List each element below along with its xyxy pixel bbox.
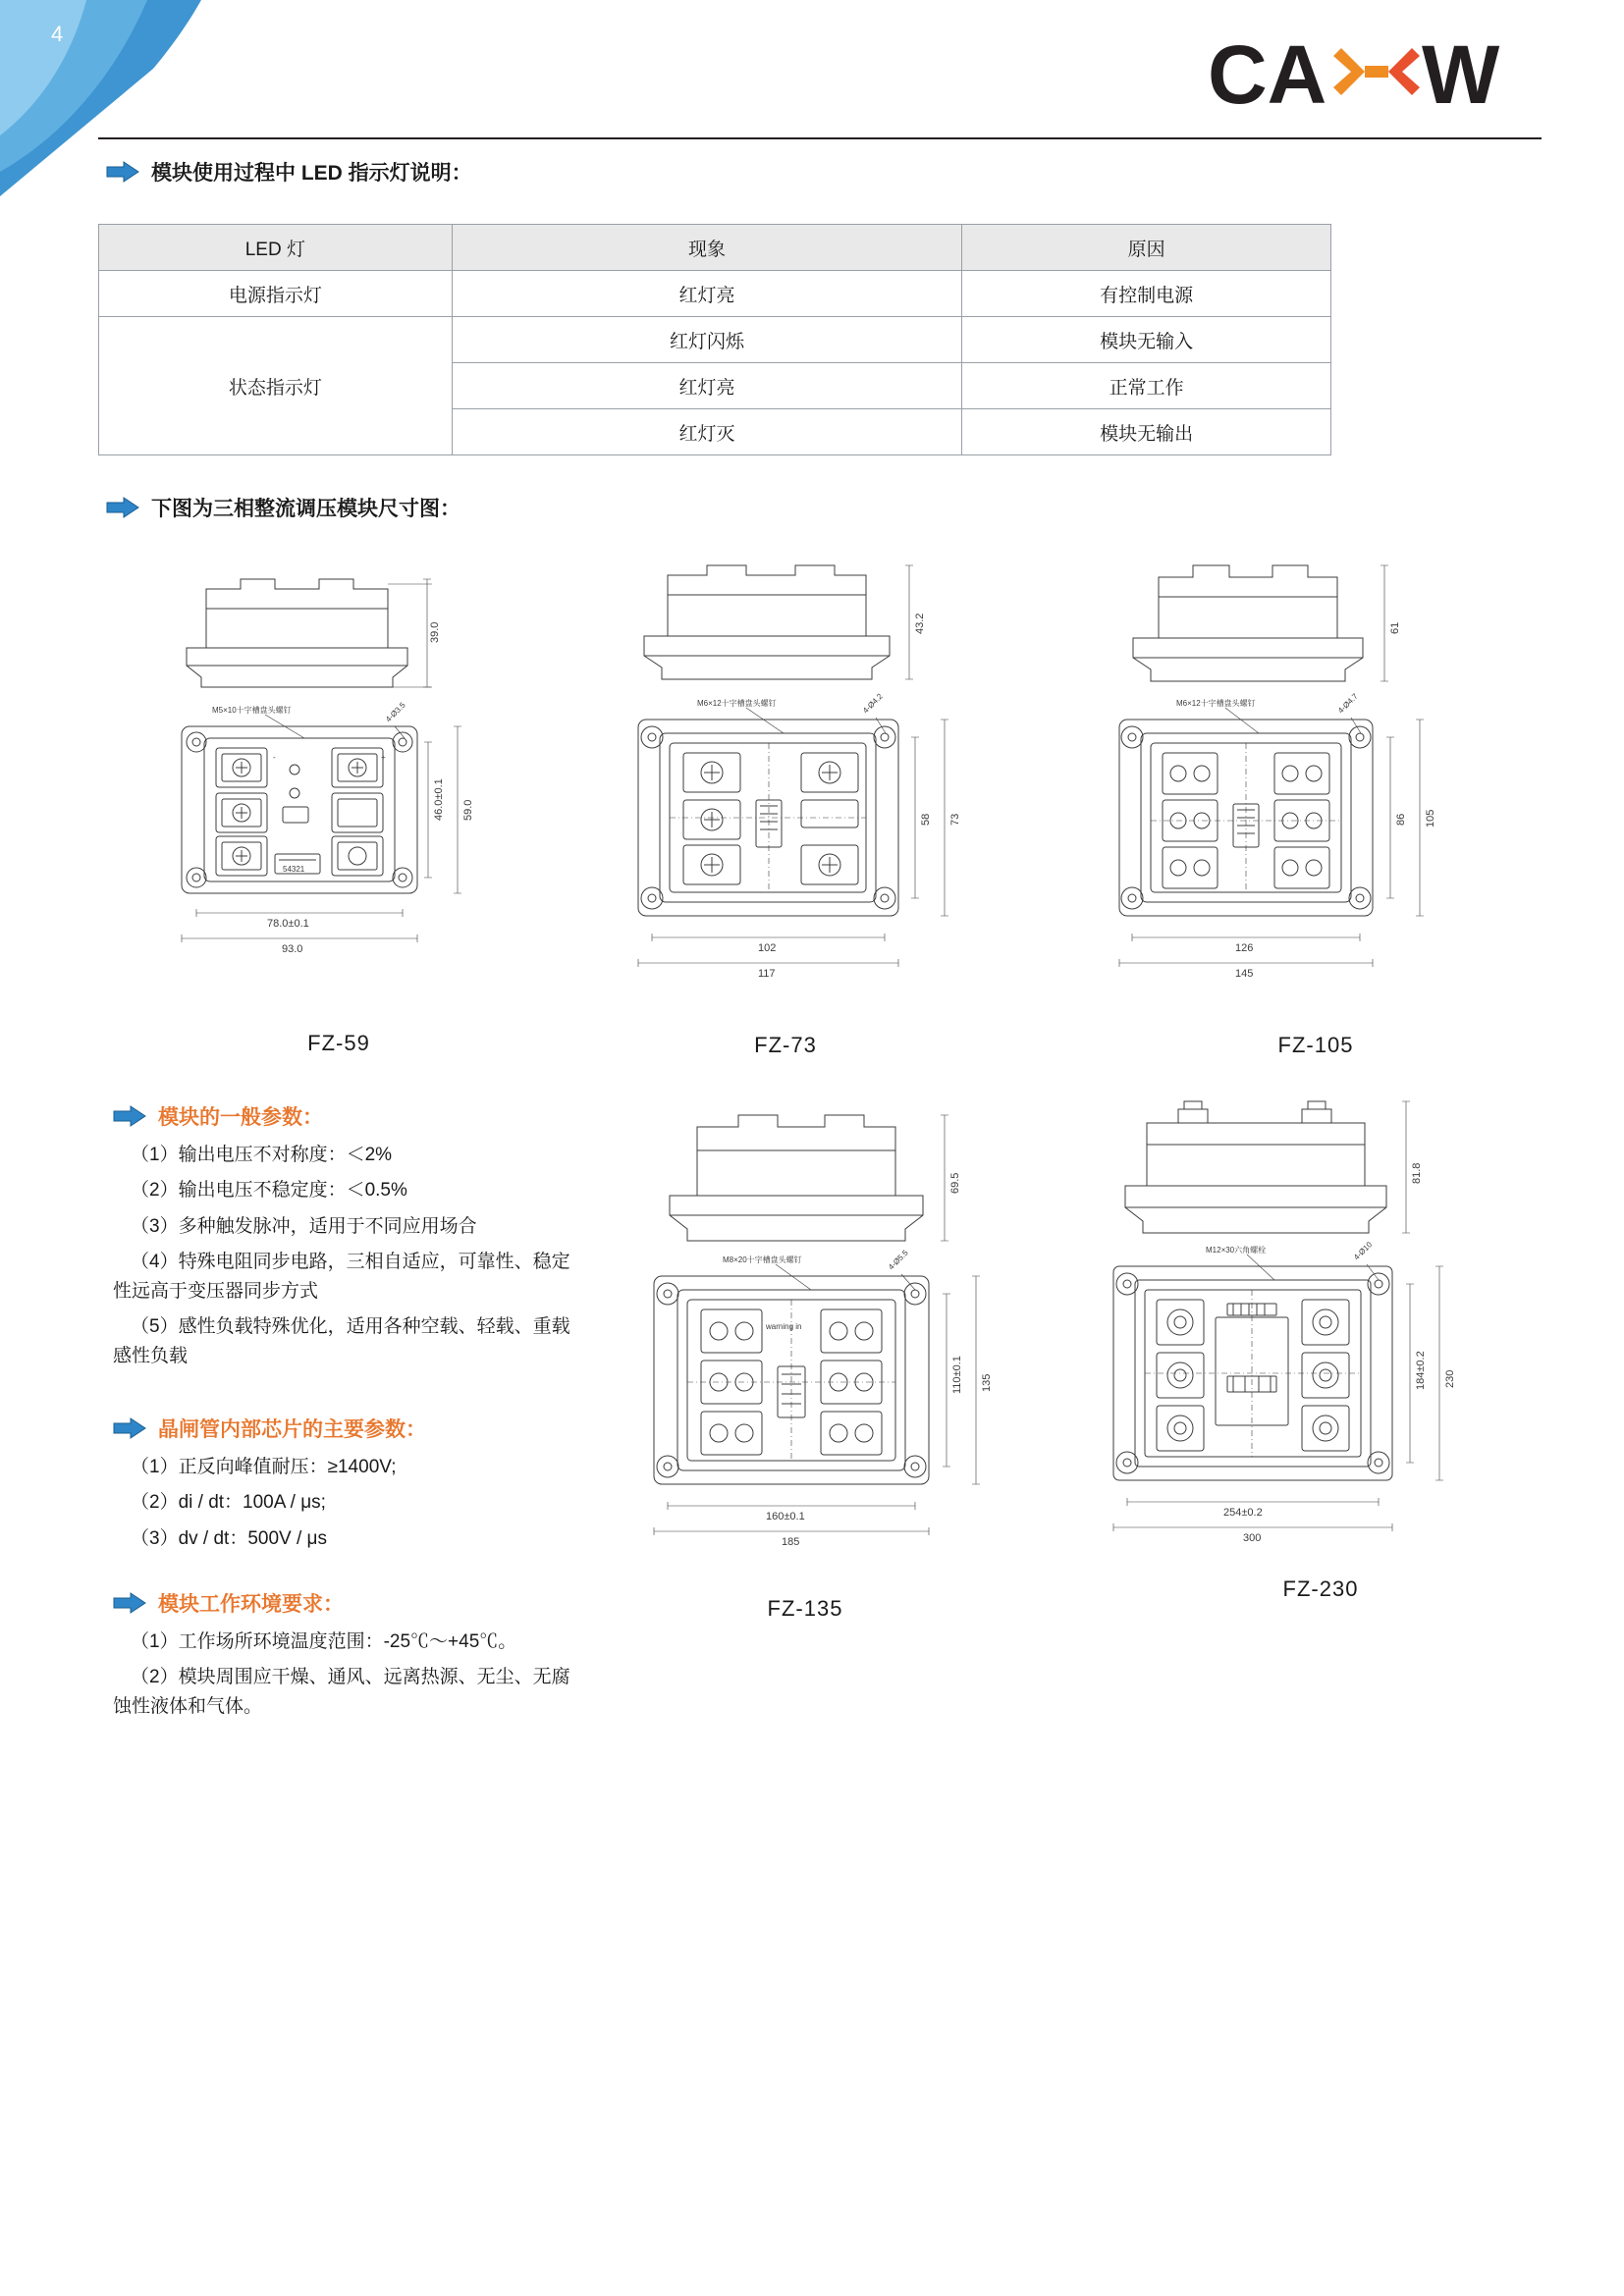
chip-param-1: （1）正反向峰值耐压：≥1400V; [131, 1457, 397, 1477]
svg-text:+: + [381, 753, 386, 762]
page-number: 4 [51, 22, 64, 46]
general-param-2: （2）输出电压不稳定度：＜0.5% [131, 1180, 407, 1201]
svg-text:M5×10十字槽盘头螺钉: M5×10十字槽盘头螺钉 [212, 706, 292, 715]
svg-text:-: - [273, 753, 276, 762]
chip-params-block [113, 1414, 584, 1560]
svg-text:54321: 54321 [283, 865, 305, 874]
svg-text:81.8: 81.8 [1411, 1162, 1423, 1184]
led-section-heading [106, 157, 472, 187]
svg-text:160±0.1: 160±0.1 [766, 1511, 805, 1522]
arrow-right-icon [113, 1417, 146, 1439]
svg-text:46.0±0.1: 46.0±0.1 [433, 778, 445, 821]
company-logo [1208, 32, 1542, 121]
svg-text:warning in: warning in [766, 1322, 802, 1331]
env-params-block [113, 1588, 584, 1728]
arrow-right-icon [113, 1105, 146, 1127]
svg-text:300: 300 [1243, 1532, 1262, 1544]
chip-params-title: 晶闸管内部芯片的主要参数： [158, 1418, 426, 1441]
svg-text:4-Ø10: 4-Ø10 [1352, 1240, 1375, 1262]
col-header-led: LED 灯 [99, 225, 453, 271]
general-params-title: 模块的一般参数： [158, 1106, 323, 1129]
svg-text:78.0±0.1: 78.0±0.1 [267, 918, 309, 930]
arrow-right-icon [113, 1592, 146, 1614]
svg-text:185: 185 [782, 1536, 800, 1548]
drawing-caption-fz59: FZ-59 [307, 1031, 370, 1055]
svg-text:M12×30六角螺栓: M12×30六角螺栓 [1206, 1246, 1267, 1255]
svg-text:M8×20十字槽盘头螺钉: M8×20十字槽盘头螺钉 [723, 1255, 802, 1264]
svg-text:135: 135 [981, 1373, 993, 1392]
drawing-fz-230 [1090, 1080, 1502, 1602]
svg-text:CA: CA [1208, 32, 1327, 121]
led-table [98, 224, 1331, 455]
general-param-1: （1）输出电压不对称度：＜2% [131, 1145, 393, 1165]
cell-led: 状态指示灯 [99, 317, 453, 455]
svg-text:39.0: 39.0 [429, 621, 441, 643]
svg-text:126: 126 [1235, 942, 1254, 954]
svg-text:4-Ø5.5: 4-Ø5.5 [887, 1248, 910, 1272]
cell-phenomenon: 红灯亮 [452, 363, 962, 409]
table-row [99, 271, 1331, 317]
corner-decoration [0, 0, 236, 231]
drawing-fz-105 [1090, 538, 1483, 1058]
arrow-right-icon [106, 161, 139, 183]
cell-phenomenon: 红灯闪烁 [452, 317, 962, 363]
env-params-title: 模块工作环境要求： [158, 1593, 344, 1616]
drawing-fz-135 [628, 1090, 1041, 1622]
svg-text:105: 105 [1425, 809, 1436, 828]
led-section-title: 模块使用过程中 LED 指示灯说明： [151, 162, 472, 185]
cell-phenomenon: 红灯亮 [452, 271, 962, 317]
env-param-2: （2）模块周围应干燥、通风、远离热源、无尘、无腐蚀性液体和气体。 [113, 1667, 570, 1717]
svg-text:110±0.1: 110±0.1 [951, 1356, 963, 1394]
arrow-right-icon [106, 497, 139, 518]
svg-text:W: W [1422, 32, 1500, 121]
dimension-section-heading [106, 493, 460, 522]
drawing-fz-73 [609, 538, 1021, 1058]
drawing-caption-fz230: FZ-230 [1282, 1576, 1359, 1601]
general-param-5: （5）感性负载特殊优化，适用各种空载、轻载、重载感性负载 [113, 1316, 570, 1366]
cell-phenomenon: 红灯灭 [452, 409, 962, 455]
col-header-reason: 原因 [962, 225, 1331, 271]
svg-text:M6×12十字槽盘头螺钉: M6×12十字槽盘头螺钉 [697, 699, 777, 708]
svg-text:73: 73 [949, 813, 961, 826]
cell-reason: 正常工作 [962, 363, 1331, 409]
cell-reason: 模块无输出 [962, 409, 1331, 455]
svg-text:69.5: 69.5 [949, 1172, 961, 1194]
svg-text:117: 117 [758, 968, 776, 980]
table-row [99, 317, 1331, 363]
cell-reason: 模块无输入 [962, 317, 1331, 363]
svg-text:4-Ø4.7: 4-Ø4.7 [1336, 691, 1360, 716]
svg-text:58: 58 [920, 813, 932, 826]
svg-text:93.0: 93.0 [282, 943, 303, 955]
svg-text:43.2: 43.2 [914, 613, 926, 634]
svg-text:184±0.2: 184±0.2 [1415, 1351, 1427, 1390]
env-param-1: （1）工作场所环境温度范围：-25℃～+45℃。 [131, 1631, 517, 1652]
cell-led: 电源指示灯 [99, 271, 453, 317]
svg-text:4-Ø3.5: 4-Ø3.5 [384, 700, 407, 724]
col-header-phenomenon: 现象 [452, 225, 962, 271]
cell-reason: 有控制电源 [962, 271, 1331, 317]
svg-text:102: 102 [758, 942, 777, 954]
header-rule [98, 137, 1542, 139]
svg-text:86: 86 [1395, 813, 1407, 826]
drawing-fz-59 [147, 550, 569, 1056]
svg-text:145: 145 [1235, 968, 1254, 980]
drawing-caption-fz135: FZ-135 [767, 1596, 843, 1621]
chip-param-2: （2）di / dt：100A / μs; [131, 1492, 326, 1514]
svg-text:254±0.2: 254±0.2 [1223, 1507, 1263, 1519]
svg-text:61: 61 [1389, 621, 1401, 634]
svg-text:4-Ø4.2: 4-Ø4.2 [861, 691, 885, 716]
chip-params-heading [113, 1414, 584, 1443]
general-param-3: （3）多种触发脉冲，适用于不同应用场合 [131, 1215, 477, 1237]
general-params-heading [113, 1101, 584, 1131]
table-header-row [99, 225, 1331, 271]
svg-text:230: 230 [1444, 1369, 1456, 1388]
env-params-heading [113, 1588, 584, 1618]
svg-text:M6×12十字槽盘头螺钉: M6×12十字槽盘头螺钉 [1176, 699, 1256, 708]
chip-param-3: （3）dv / dt：500V / μs [131, 1527, 327, 1549]
svg-text:59.0: 59.0 [462, 799, 474, 821]
drawing-caption-fz105: FZ-105 [1277, 1033, 1354, 1057]
general-param-4: （4）特殊电阻同步电路，三相自适应，可靠性、稳定性远高于变压器同步方式 [113, 1252, 570, 1302]
drawing-caption-fz73: FZ-73 [754, 1033, 817, 1057]
general-params-block [113, 1101, 584, 1377]
dimension-section-title: 下图为三相整流调压模块尺寸图： [151, 498, 460, 520]
